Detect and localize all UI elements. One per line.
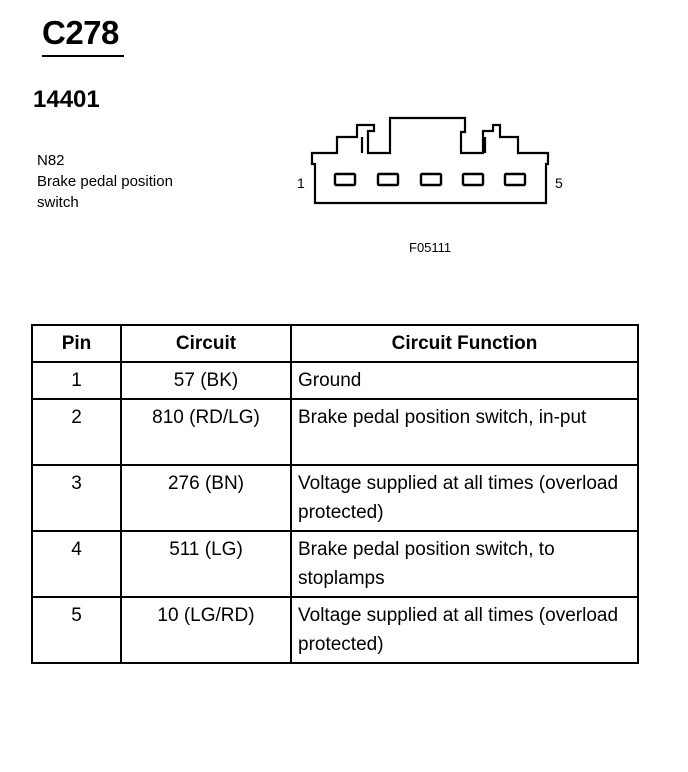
component-description [37,150,173,213]
function-cell: Brake pedal position switch, in-put [291,399,638,465]
table-row [32,362,638,399]
header-pin: Pin [32,325,121,362]
pin-cavity [335,174,355,185]
function-cell: Ground [291,362,638,399]
circuit-cell: 810 (RD/LG) [121,399,291,465]
pin-cavity [505,174,525,185]
pin-cell: 2 [32,399,121,465]
table-row [32,399,638,465]
connector-housing [312,118,548,203]
pin-table [31,324,639,664]
component-code: N82 [37,152,65,169]
title-underline [42,55,124,57]
function-cell: Voltage supplied at all times (overload protected) [291,597,638,663]
table-row [32,597,638,663]
pin-cavities [335,174,525,185]
part-number: 14401 [33,86,100,113]
connector-id: C278 [42,14,119,51]
table-header-row [32,325,638,362]
pin-label-last: 5 [555,175,563,191]
header-circuit: Circuit [121,325,291,362]
pin-cell: 4 [32,531,121,597]
circuit-cell: 511 (LG) [121,531,291,597]
header-circuit-function: Circuit Function [291,325,638,362]
component-name-line-2: switch [37,194,79,211]
pin-cell: 3 [32,465,121,531]
circuit-cell: 10 (LG/RD) [121,597,291,663]
pin-cell: 1 [32,362,121,399]
circuit-cell: 276 (BN) [121,465,291,531]
circuit-cell: 57 (BK) [121,362,291,399]
function-cell: Brake pedal position switch, to stoplamps [291,531,638,597]
pin-cavity [421,174,441,185]
table-row [32,465,638,531]
component-name-line-1: Brake pedal position [37,173,173,190]
pin-label-first: 1 [297,175,305,191]
pin-cavity [463,174,483,185]
pin-cell: 5 [32,597,121,663]
table-row [32,531,638,597]
pin-cavity [378,174,398,185]
connector-face-diagram [290,112,580,212]
function-cell: Voltage supplied at all times (overload protected) [291,465,638,531]
figure-reference: F05111 [409,240,452,255]
